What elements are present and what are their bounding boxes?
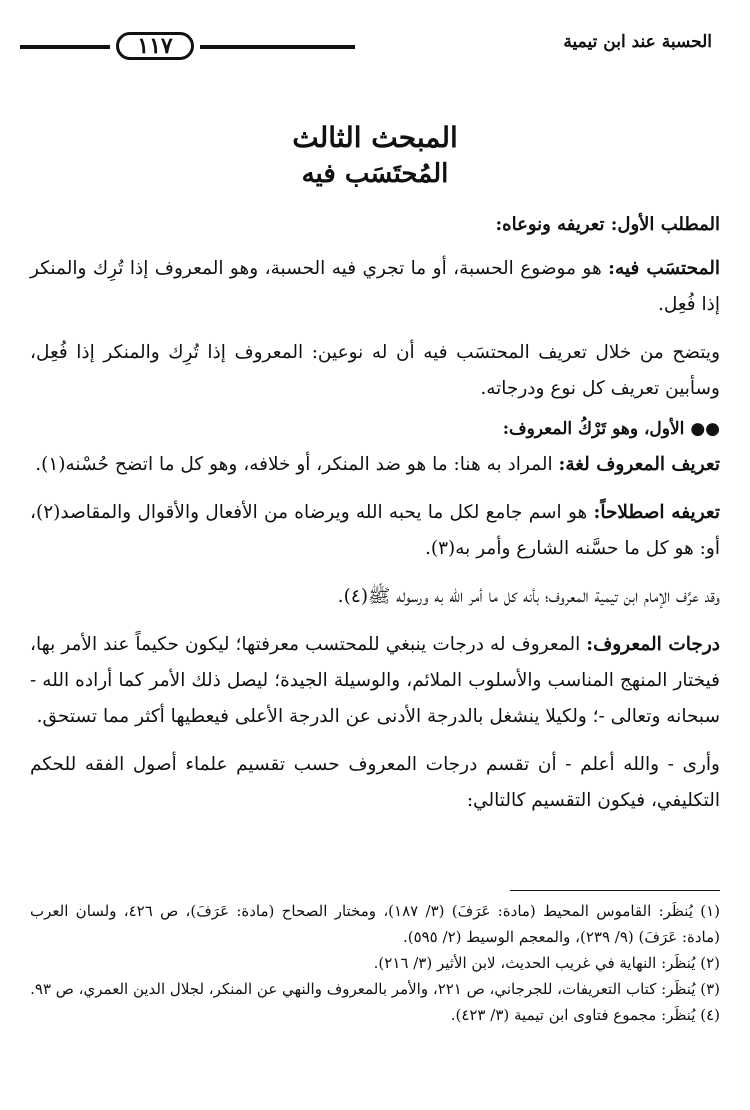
footnote: (٣) يُنظَر: كتاب التعريفات، للجرجاني، ص ٢٢١، والأمر بالمعروف والنهي عن المنكر، لجلال الدين العمري، ص ٩٣.	[30, 980, 720, 998]
paragraph	[30, 747, 720, 819]
paragraph	[30, 447, 720, 483]
paragraph	[30, 495, 720, 567]
paragraph-text: وقد عرَّف الإمام ابن تيمية المعروف؛ بأنه كل ما أمر الله به ورسوله ﷺ(٤).	[337, 586, 720, 607]
first-type-heading: ●● الأول، وهو تَرْكُ المعروف:	[502, 419, 720, 439]
header-rule-right	[200, 45, 355, 49]
footnote: (١) يُنظَر: القاموس المحيط (مادة: عَرَفَ) (٣/ ١٨٧)، ومختار الصحاح (مادة: عَرَفَ)، ص ٤٢٦، ولسان العرب (مادة: عَرَفَ) (٩/ ٢٣٩)، والمعجم الوسيط (٢/ ٥٩٥).	[30, 902, 720, 946]
footnote-divider	[510, 890, 720, 891]
paragraph-term: تعريف المعروف لغة:	[558, 454, 720, 475]
section-subtitle: المُحتَسَب فيه	[301, 159, 449, 189]
paragraph-term: درجات المعروف:	[586, 634, 720, 655]
paragraph-text: هو اسم جامع لكل ما يحبه الله ويرضاه من الأفعال والأقوال والمقاصد(٢)، أو: هو كل ما حسَّنه الشارع وأمر به(٣).	[30, 502, 720, 559]
paragraph	[30, 335, 720, 407]
paragraph	[30, 579, 720, 615]
paragraph-term: المحتسَب فيه:	[608, 258, 720, 279]
page-body	[30, 120, 720, 831]
footnotes	[30, 898, 720, 1028]
header-rule-left	[20, 45, 110, 49]
running-header	[20, 30, 720, 64]
subsection-title: المطلب الأول: تعريفه ونوعاه:	[495, 214, 720, 235]
paragraph-text: وأرى - والله أعلم - أن تقسم درجات المعروف حسب تقسيم علماء أصول الفقه للحكم التكليفي، فيكون التقسيم كالتالي:	[30, 754, 720, 811]
paragraph-text: هو موضوع الحسبة، أو ما تجري فيه الحسبة، وهو المعروف إذا تُرِك والمنكر إذا فُعِل.	[30, 258, 720, 315]
paragraph	[30, 627, 720, 735]
footnote: (٤) يُنظَر: مجموع فتاوى ابن تيمية (٣/ ٤٢٣).	[450, 1006, 720, 1024]
running-title: الحسبة عند ابن تيمية	[563, 32, 712, 52]
footnote: (٢) يُنظَر: النهاية في غريب الحديث، لابن الأثير (٣/ ٢١٦).	[373, 954, 720, 972]
paragraph	[30, 251, 720, 323]
paragraph-term: تعريفه اصطلاحاً:	[593, 502, 720, 523]
paragraph-text: المعروف له درجات ينبغي للمحتسب معرفتها؛ ليكون حكيماً عند الأمر بها، فيختار المنهج المناسب والأسلوب الملائم، والوسيلة الجيدة؛ ليصل ذلك الأمر كما أراده الله - سبحانه وتعالى -؛ ولكيلا ينشغل بالدرجة الأدنى عن الدرجة الأعلى فيعطيها أكثر مما تستحق.	[30, 634, 720, 727]
section-title: المبحث الثالث	[292, 121, 458, 154]
page-number: ١١٧	[116, 32, 194, 60]
paragraph-text: ويتضح من خلال تعريف المحتسَب فيه أن له نوعين: المعروف إذا تُرِك والمنكر إذا فُعِل، وسأبين تعريف كل نوع ودرجاته.	[30, 342, 720, 399]
paragraph-text: المراد به هنا: ما هو ضد المنكر، أو خلافه، وهو كل ما اتضح حُسْنه(١).	[35, 454, 559, 475]
